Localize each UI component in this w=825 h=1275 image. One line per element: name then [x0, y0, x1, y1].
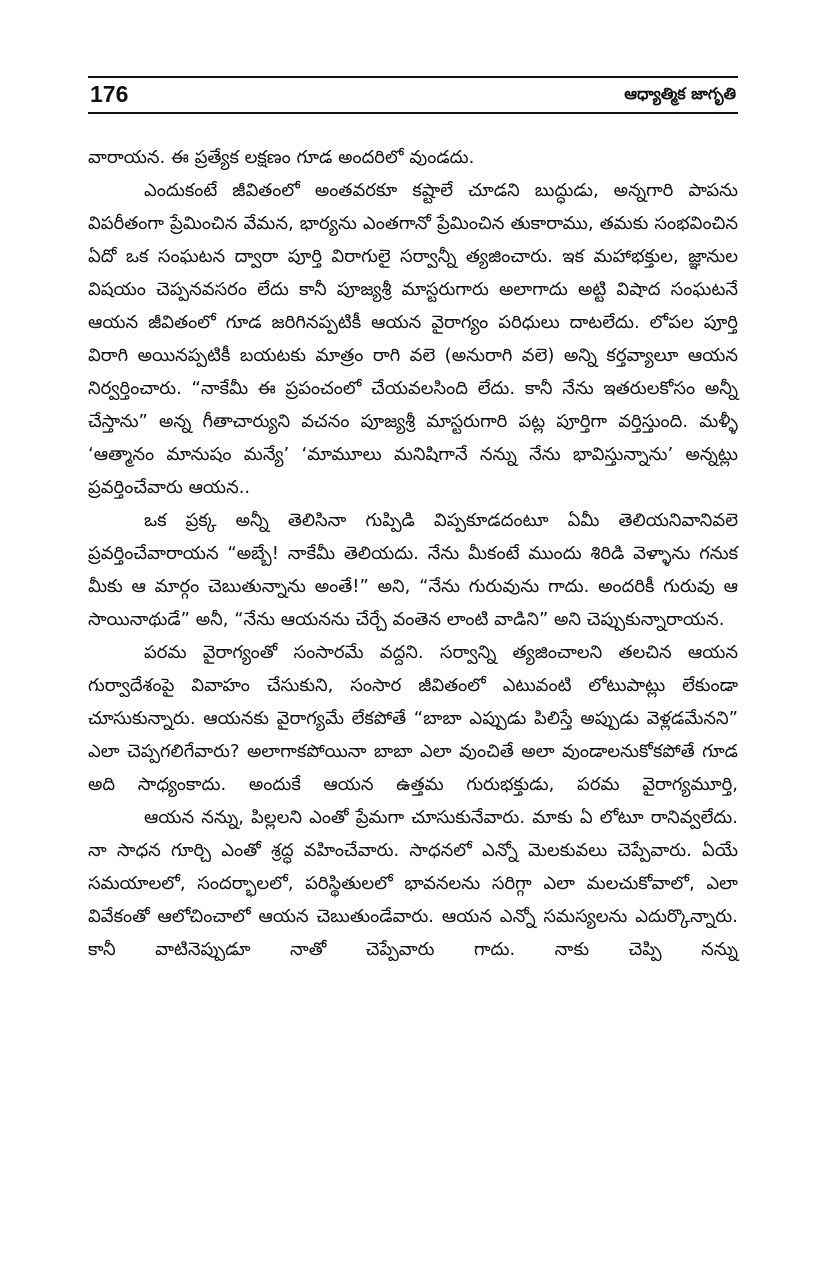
paragraph-5: ఆయన నన్ను, పిల్లలని ఎంతో ప్రేమగా చూసుకునేవారు. మాకు ఏ లోటూ రానివ్వలేదు. నా సాధన గూర్చి ఎంతో శ్రద్ధ వహించేవారు. సాధనలో ఎన్నో మెలకువలు చెప్పేవారు. ఏయే సమయాలలో, సందర్భాలలో, పరిస్థితులలో భావనలను సరిగ్గా ఎలా మలచుకోవాలో, ఎలా వివేకంతో ఆలోచించాలో ఆయన చెబుతుండేవారు. ఆయన ఎన్నో సమస్యలను ఎదుర్కొన్నారు. కానీ వాటినెప్పుడూ నాతో చెప్పేవారు గాదు. నాకు చెప్పి నన్ను	[88, 807, 738, 960]
page-number: 176	[90, 81, 129, 107]
paragraph-4: పరమ వైరాగ్యంతో సంసారమే వద్దని. సర్వాన్ని త్యజించాలని తలచిన ఆయన గుర్వాదేశంపై వివాహం చేసుకుని, సంసార జీవితంలో ఎటువంటి లోటుపాట్లు లేకుండా చూసుకున్నారు. ఆయనకు వైరాగ్యమే లేకపోతే “బాబా ఎప్పుడు పిలిస్తే అప్పుడు వెళ్లడమేనని” ఎలా చెప్పగలిగేవారు? అలాగాకపోయినా బాబా ఎలా వుంచితే అలా వుండాలనుకోకపోతే గూడ అది సాధ్యంకాదు. అందుకే ఆయన ఉత్తమ గురుభక్తుడు, పరమ వైరాగ్యమూర్తి,	[88, 642, 738, 795]
running-title: ఆధ్యాత్మిక జాగృతి	[624, 84, 736, 103]
paragraph-1: వారాయన. ఈ ప్రత్యేక లక్షణం గూడ అందరిలో వుండదు.	[88, 147, 475, 168]
body-text	[88, 141, 738, 966]
paragraph-3: ఒక ప్రక్క అన్నీ తెలిసినా గుప్పిడి విప్పకూడదంటూ ఏమీ తెలియనివానివలె ప్రవర్తించేవారాయన “అబ్బే! నాకేమీ తెలియదు. నేను మీకంటే ముందు శిరిడి వెళ్ళాను గనుక మీకు ఆ మార్గం చెబుతున్నాను అంతే!” అని, “నేను గురువును గాదు. అందరికీ గురువు ఆ సాయినాథుడే” అనీ, “నేను ఆయనను చేర్చే వంతెన లాంటి వాడిని” అని చెప్పుకున్నారాయన.	[88, 510, 738, 630]
page-header	[88, 76, 738, 114]
paragraph-2: ఎందుకంటే జీవితంలో అంతవరకూ కష్టాలే చూడని బుద్ధుడు, అన్నగారి పాపను విపరీతంగా ప్రేమించిన వేమన, భార్యను ఎంతగానో ప్రేమించిన తుకారాము, తమకు సంభవించిన ఏదో ఒక సంఘటన ద్వారా పూర్తి విరాగులై సర్వాన్నీ త్యజించారు. ఇక మహాభక్తుల, జ్ఞానుల విషయం చెప్పనవసరం లేదు కానీ పూజ్యశ్రీ మాస్టరుగారు అలాగాదు అట్టి విషాద సంఘటనే ఆయన జీవితంలో గూడ జరిగినప్పటికీ ఆయన వైరాగ్యం పరిధులు దాటలేదు. లోపల పూర్తి విరాగి అయినప్పటికీ బయటకు మాత్రం రాగి వలె (అనురాగి వలె) అన్ని కర్తవ్యాలూ ఆయన నిర్వర్తించారు. “నాకేమీ ఈ ప్రపంచంలో చేయవలసింది లేదు. కానీ నేను ఇతరులకోసం అన్నీ చేస్తాను” అన్న గీతాచార్యుని వచనం పూజ్యశ్రీ మాస్టరుగారి పట్ల పూర్తిగా వర్తిస్తుంది. మళ్ళీ ‘ఆత్మానం మానుషం మన్యే’ ‘మామూలు మనిషిగానే నన్ను నేను భావిస్తున్నాను’ అన్నట్లు ప్రవర్తించేవారు ఆయన..	[88, 180, 738, 498]
